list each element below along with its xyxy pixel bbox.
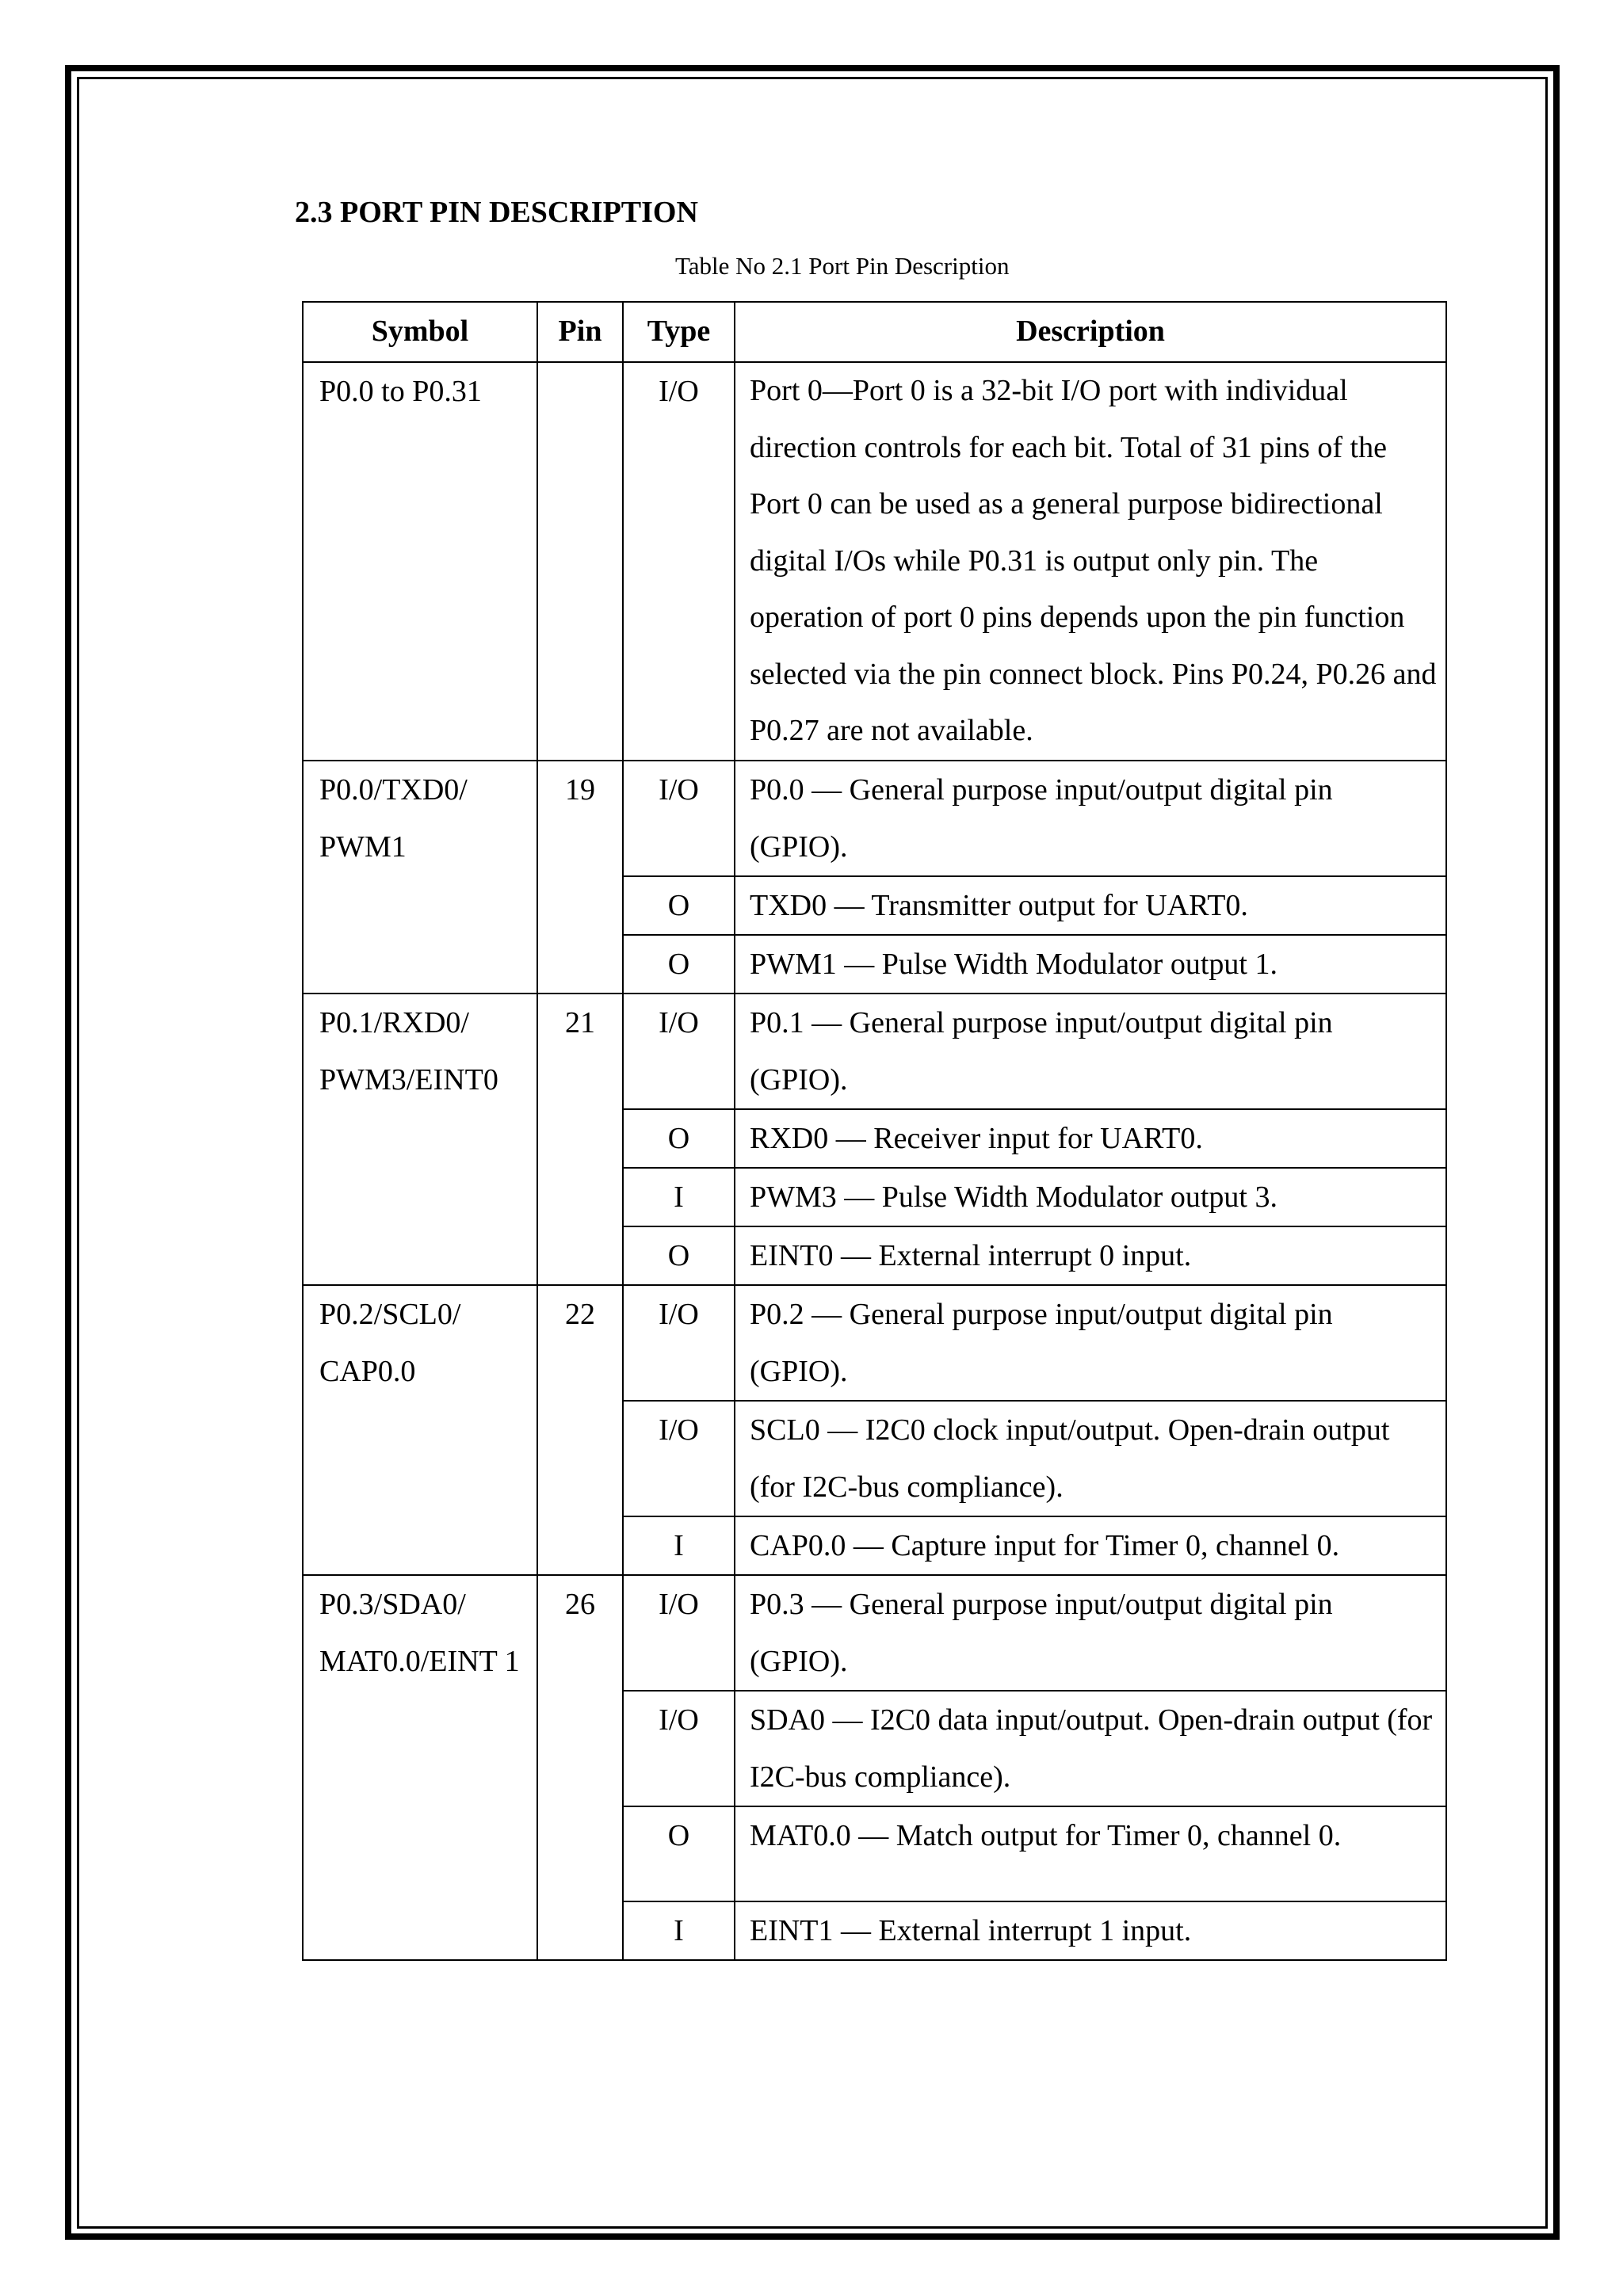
cell-pin: 26 xyxy=(537,1575,623,1960)
cell-type: O xyxy=(623,876,735,935)
cell-description: P0.1 — General purpose input/output digital pin (GPIO). xyxy=(735,994,1446,1109)
cell-symbol: P0.0/TXD0/ PWM1 xyxy=(303,761,537,994)
header-symbol: Symbol xyxy=(303,302,537,362)
port-pin-table xyxy=(302,301,1447,1961)
cell-description: RXD0 — Receiver input for UART0. xyxy=(735,1109,1446,1168)
cell-symbol: P0.2/SCL0/ CAP0.0 xyxy=(303,1285,537,1575)
cell-type: I/O xyxy=(623,1285,735,1401)
cell-symbol: P0.0 to P0.31 xyxy=(303,362,537,761)
cell-pin xyxy=(537,362,623,761)
cell-type: I/O xyxy=(623,994,735,1109)
cell-type: O xyxy=(623,935,735,994)
cell-type: I xyxy=(623,1168,735,1226)
cell-pin: 22 xyxy=(537,1285,623,1575)
cell-description: CAP0.0 — Capture input for Timer 0, channel 0. xyxy=(735,1516,1446,1575)
cell-description: Port 0—Port 0 is a 32-bit I/O port with individual direction controls for each bit. Total of 31 pins of the Port 0 can be used as a general purpose bidirectional digital I/Os while P0.31 is output only pin. The operation of port 0 pins depends upon the pin function selected via the pin connect block. Pins P0.24, P0.26 and P0.27 are not available. xyxy=(735,362,1446,761)
cell-type: I/O xyxy=(623,1401,735,1516)
cell-type: I/O xyxy=(623,362,735,761)
cell-description: EINT0 — External interrupt 0 input. xyxy=(735,1226,1446,1285)
cell-symbol: P0.3/SDA0/ MAT0.0/EINT 1 xyxy=(303,1575,537,1960)
cell-description: PWM1 — Pulse Width Modulator output 1. xyxy=(735,935,1446,994)
table-row xyxy=(303,761,1446,876)
table-row xyxy=(303,994,1446,1109)
cell-description: TXD0 — Transmitter output for UART0. xyxy=(735,876,1446,935)
cell-description: P0.3 — General purpose input/output digital pin (GPIO). xyxy=(735,1575,1446,1691)
cell-type: I xyxy=(623,1516,735,1575)
table-header-row xyxy=(303,302,1446,362)
cell-type: O xyxy=(623,1806,735,1901)
header-description: Description xyxy=(735,302,1446,362)
cell-description: PWM3 — Pulse Width Modulator output 3. xyxy=(735,1168,1446,1226)
cell-symbol: P0.1/RXD0/ PWM3/EINT0 xyxy=(303,994,537,1285)
section-title: 2.3 PORT PIN DESCRIPTION xyxy=(295,196,698,229)
table-row xyxy=(303,362,1446,761)
cell-type: I/O xyxy=(623,1575,735,1691)
cell-description: P0.2 — General purpose input/output digital pin (GPIO). xyxy=(735,1285,1446,1401)
cell-pin: 19 xyxy=(537,761,623,994)
table-row xyxy=(303,1285,1446,1401)
cell-description: SDA0 — I2C0 data input/output. Open-drain output (for I2C-bus compliance). xyxy=(735,1691,1446,1806)
cell-description: P0.0 — General purpose input/output digital pin (GPIO). xyxy=(735,761,1446,876)
cell-description: SCL0 — I2C0 clock input/output. Open-drain output (for I2C-bus compliance). xyxy=(735,1401,1446,1516)
cell-description: EINT1 — External interrupt 1 input. xyxy=(735,1901,1446,1960)
header-type: Type xyxy=(623,302,735,362)
table-caption: Table No 2.1 Port Pin Description xyxy=(675,252,1010,280)
cell-type: I/O xyxy=(623,1691,735,1806)
cell-pin: 21 xyxy=(537,994,623,1285)
cell-type: O xyxy=(623,1226,735,1285)
cell-type: O xyxy=(623,1109,735,1168)
cell-type: I xyxy=(623,1901,735,1960)
cell-type: I/O xyxy=(623,761,735,876)
header-pin: Pin xyxy=(537,302,623,362)
cell-description: MAT0.0 — Match output for Timer 0, channel 0. xyxy=(735,1806,1446,1901)
table-row xyxy=(303,1575,1446,1691)
